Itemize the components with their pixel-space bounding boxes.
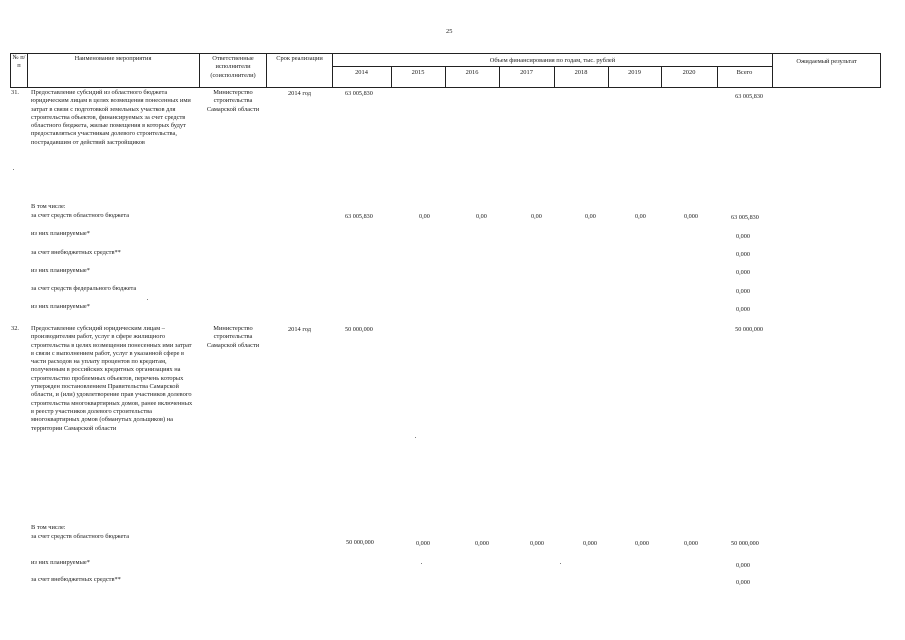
row-31-sub-6-total: 0,000: [736, 306, 750, 313]
row-31-sub-3-total: 0,000: [736, 251, 750, 258]
row-31-sub-5-label: за счет средств федерального бюджета: [31, 285, 137, 292]
row-31-sub-1-total: 63 005,830: [731, 214, 759, 221]
row-31-including: В том числе:: [31, 203, 66, 210]
row-31-name: Предоставление субсидий из областного бюджета юридическим лицам в целях возмещения понесенных ими затрат в связи с подготовкой земельных участков для строительства объектов, финансируемых за счет средств областного бюджета, жилые помещения в которых будут предоставляться участникам долевого строительства, пострадавшим от действий застройщиков: [31, 89, 191, 146]
row-32-sub-1-2016: 0,000: [475, 540, 489, 547]
row-31-2014-value: 63 005,830: [345, 90, 373, 97]
row-32-term: 2014 год: [287, 326, 312, 333]
row-31-sub-1-2014: 63 005,830: [345, 213, 373, 220]
row-32-total: 50 000,000: [735, 326, 763, 333]
header-year-2020: 2020: [682, 69, 696, 76]
row-31-sub-2-label: из них планируемые*: [31, 230, 90, 237]
header-year-2014: 2014: [355, 69, 368, 76]
row-32-sub-1-2018: 0,000: [583, 540, 597, 547]
row-31-sub-1-2018: 0,00: [585, 213, 596, 220]
row-32-sub-1-2020: 0,000: [684, 540, 698, 547]
row-32-sub-2-total: 0,000: [736, 562, 750, 569]
row-31-term: 2014 год: [287, 90, 312, 97]
row-32-2014-value: 50 000,000: [345, 326, 373, 333]
row-32-sub-1-total: 50 000,000: [731, 540, 759, 547]
header-year-2015: 2015: [411, 69, 425, 76]
row-32-sub-3-label: за счет внебюджетных средств**: [31, 576, 121, 583]
scan-speck: [147, 299, 148, 300]
row-32-including: В том числе:: [31, 524, 66, 531]
header-year-2017: 2017: [520, 69, 533, 76]
scan-speck: [415, 437, 416, 438]
header-year-total: Всего: [736, 69, 753, 76]
row-31-sub-1-label: за счет средств областного бюджета: [31, 212, 130, 219]
row-31-sub-3-label: за счет внебюджетных средств**: [31, 249, 121, 256]
header-col-result: Ожидаемый результат: [796, 58, 857, 65]
row-32-sub-1-2014: 50 000,000: [346, 539, 374, 546]
row-31-num: 31.: [11, 89, 19, 96]
page-number: 25: [446, 28, 453, 35]
row-31-sub-6-label: из них планируемые*: [31, 303, 90, 310]
row-32-num: 32.: [11, 325, 19, 332]
row-31-sub-4-label: из них планируемые*: [31, 267, 90, 274]
row-32-sub-1-2015: 0,000: [416, 540, 430, 547]
row-31-executor: Министерство строительства Самарской области: [206, 89, 260, 113]
scan-speck: [13, 169, 14, 170]
row-32-sub-1-2017: 0,000: [530, 540, 544, 547]
row-32-executor: Министерство строительства Самарской области: [206, 325, 260, 349]
header-col-name: Наименование мероприятия: [74, 55, 152, 62]
scan-speck: [421, 563, 422, 564]
row-31-sub-1-2020: 0,000: [684, 213, 698, 220]
row-32-name: Предоставление субсидий юридическим лицам – производителям работ, услуг в сфере жилищного строительства в целях возмещения понесенных ими затрат в связи с выполнением работ, услуг в указанной сфере в части расходов на уплату процентов по кредитам, полученным в российских кредитных организациях на строительство проблемных объектов, перечень которых утвержден постановлением Правительства Самарской области, и (или) удовлетворение прав участников долевого строительства многоквартирных домов, ранее включенных в реестр участников долевого строительства многоквартирных домов (обманутых дольщиков) на территории Самарской области: [31, 325, 193, 432]
row-32-sub-3-total: 0,000: [736, 579, 750, 586]
row-32-sub-1-2019: 0,000: [635, 540, 649, 547]
header-year-2018: 2018: [574, 69, 588, 76]
header-col-term: Срок реализации: [276, 55, 323, 62]
scan-speck: [560, 563, 561, 564]
row-32-sub-1-label: за счет средств областного бюджета: [31, 533, 130, 540]
row-31-sub-4-total: 0,000: [736, 269, 750, 276]
row-31-total: 63 005,830: [735, 93, 763, 100]
header-col-financing: Объем финансирования по годам, тыс. рублей: [489, 57, 616, 64]
header-col-exec: Ответственные исполнители (соисполнители): [210, 55, 256, 79]
header-col-num: № п/п: [12, 54, 26, 70]
row-31-sub-1-2016: 0,00: [476, 213, 487, 220]
row-31-sub-1-2015: 0,00: [419, 213, 430, 220]
header-year-2019: 2019: [628, 69, 641, 76]
row-31-sub-1-2017: 0,00: [531, 213, 542, 220]
row-31-sub-5-total: 0,000: [736, 288, 750, 295]
header-year-2016: 2016: [465, 69, 479, 76]
row-31-sub-1-2019: 0,00: [635, 213, 646, 220]
row-31-sub-2-total: 0,000: [736, 233, 750, 240]
row-32-sub-2-label: из них планируемые*: [31, 559, 90, 566]
